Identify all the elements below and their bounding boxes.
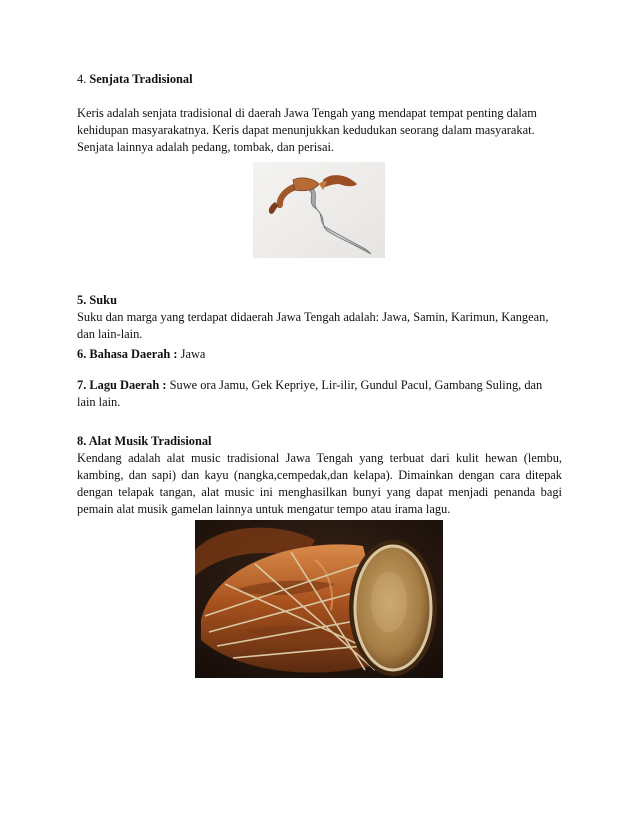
section-title: 8. Alat Musik Tradisional: [77, 434, 212, 448]
section-label: 7. Lagu Daerah :: [77, 378, 167, 392]
body-line: Senjata lainnya adalah pedang, tombak, dan perisai.: [77, 140, 335, 154]
section-title: Senjata Tradisional: [89, 72, 193, 86]
section-musik: [77, 433, 562, 518]
section-bahasa: [77, 346, 562, 363]
section-value: Jawa: [180, 347, 206, 361]
section-title: 5. Suku: [77, 293, 117, 307]
section-suku: [77, 292, 562, 343]
body-line: kehidupan masyarakatnya. Keris dapat menunjukkan kedudukan seorang dalam masyarakat.: [77, 123, 535, 137]
section-label: 6. Bahasa Daerah :: [77, 347, 178, 361]
section-senjata-heading: [77, 71, 562, 88]
section-value: Suwe ora Jamu, Gek Kepriye, Lir-ilir, Gundul Pacul, Gambang Suling, dan lain lain.: [77, 378, 543, 409]
body-line: Suku dan marga yang terdapat didaerah Jawa Tengah adalah: Jawa, Samin, Karimun, Kangean,: [77, 310, 549, 324]
keris-image: [253, 162, 385, 258]
kendang-image: [195, 520, 443, 678]
body-line: Keris adalah senjata tradisional di daerah Jawa Tengah yang mendapat tempat penting dalam: [77, 106, 537, 120]
section-number: 4.: [77, 72, 87, 86]
section-lagu: [77, 377, 562, 411]
body-line: dan lain-lain.: [77, 327, 143, 341]
section-body: Kendang adalah alat music tradisional Jawa Tengah yang terbuat dari kulit hewan (lembu, kambing, dan sapi) dan kayu (nangka,cempedak,dan kelapa). Dimainkan dengan cara ditepak dengan telapak tangan, alat music ini menghasilkan bunyi yang dapat menjadi penanda bagi pemain alat musik gamelan lainnya untuk mengatur tempo atau irama lagu.: [77, 451, 562, 516]
section-senjata-body: [77, 105, 562, 156]
